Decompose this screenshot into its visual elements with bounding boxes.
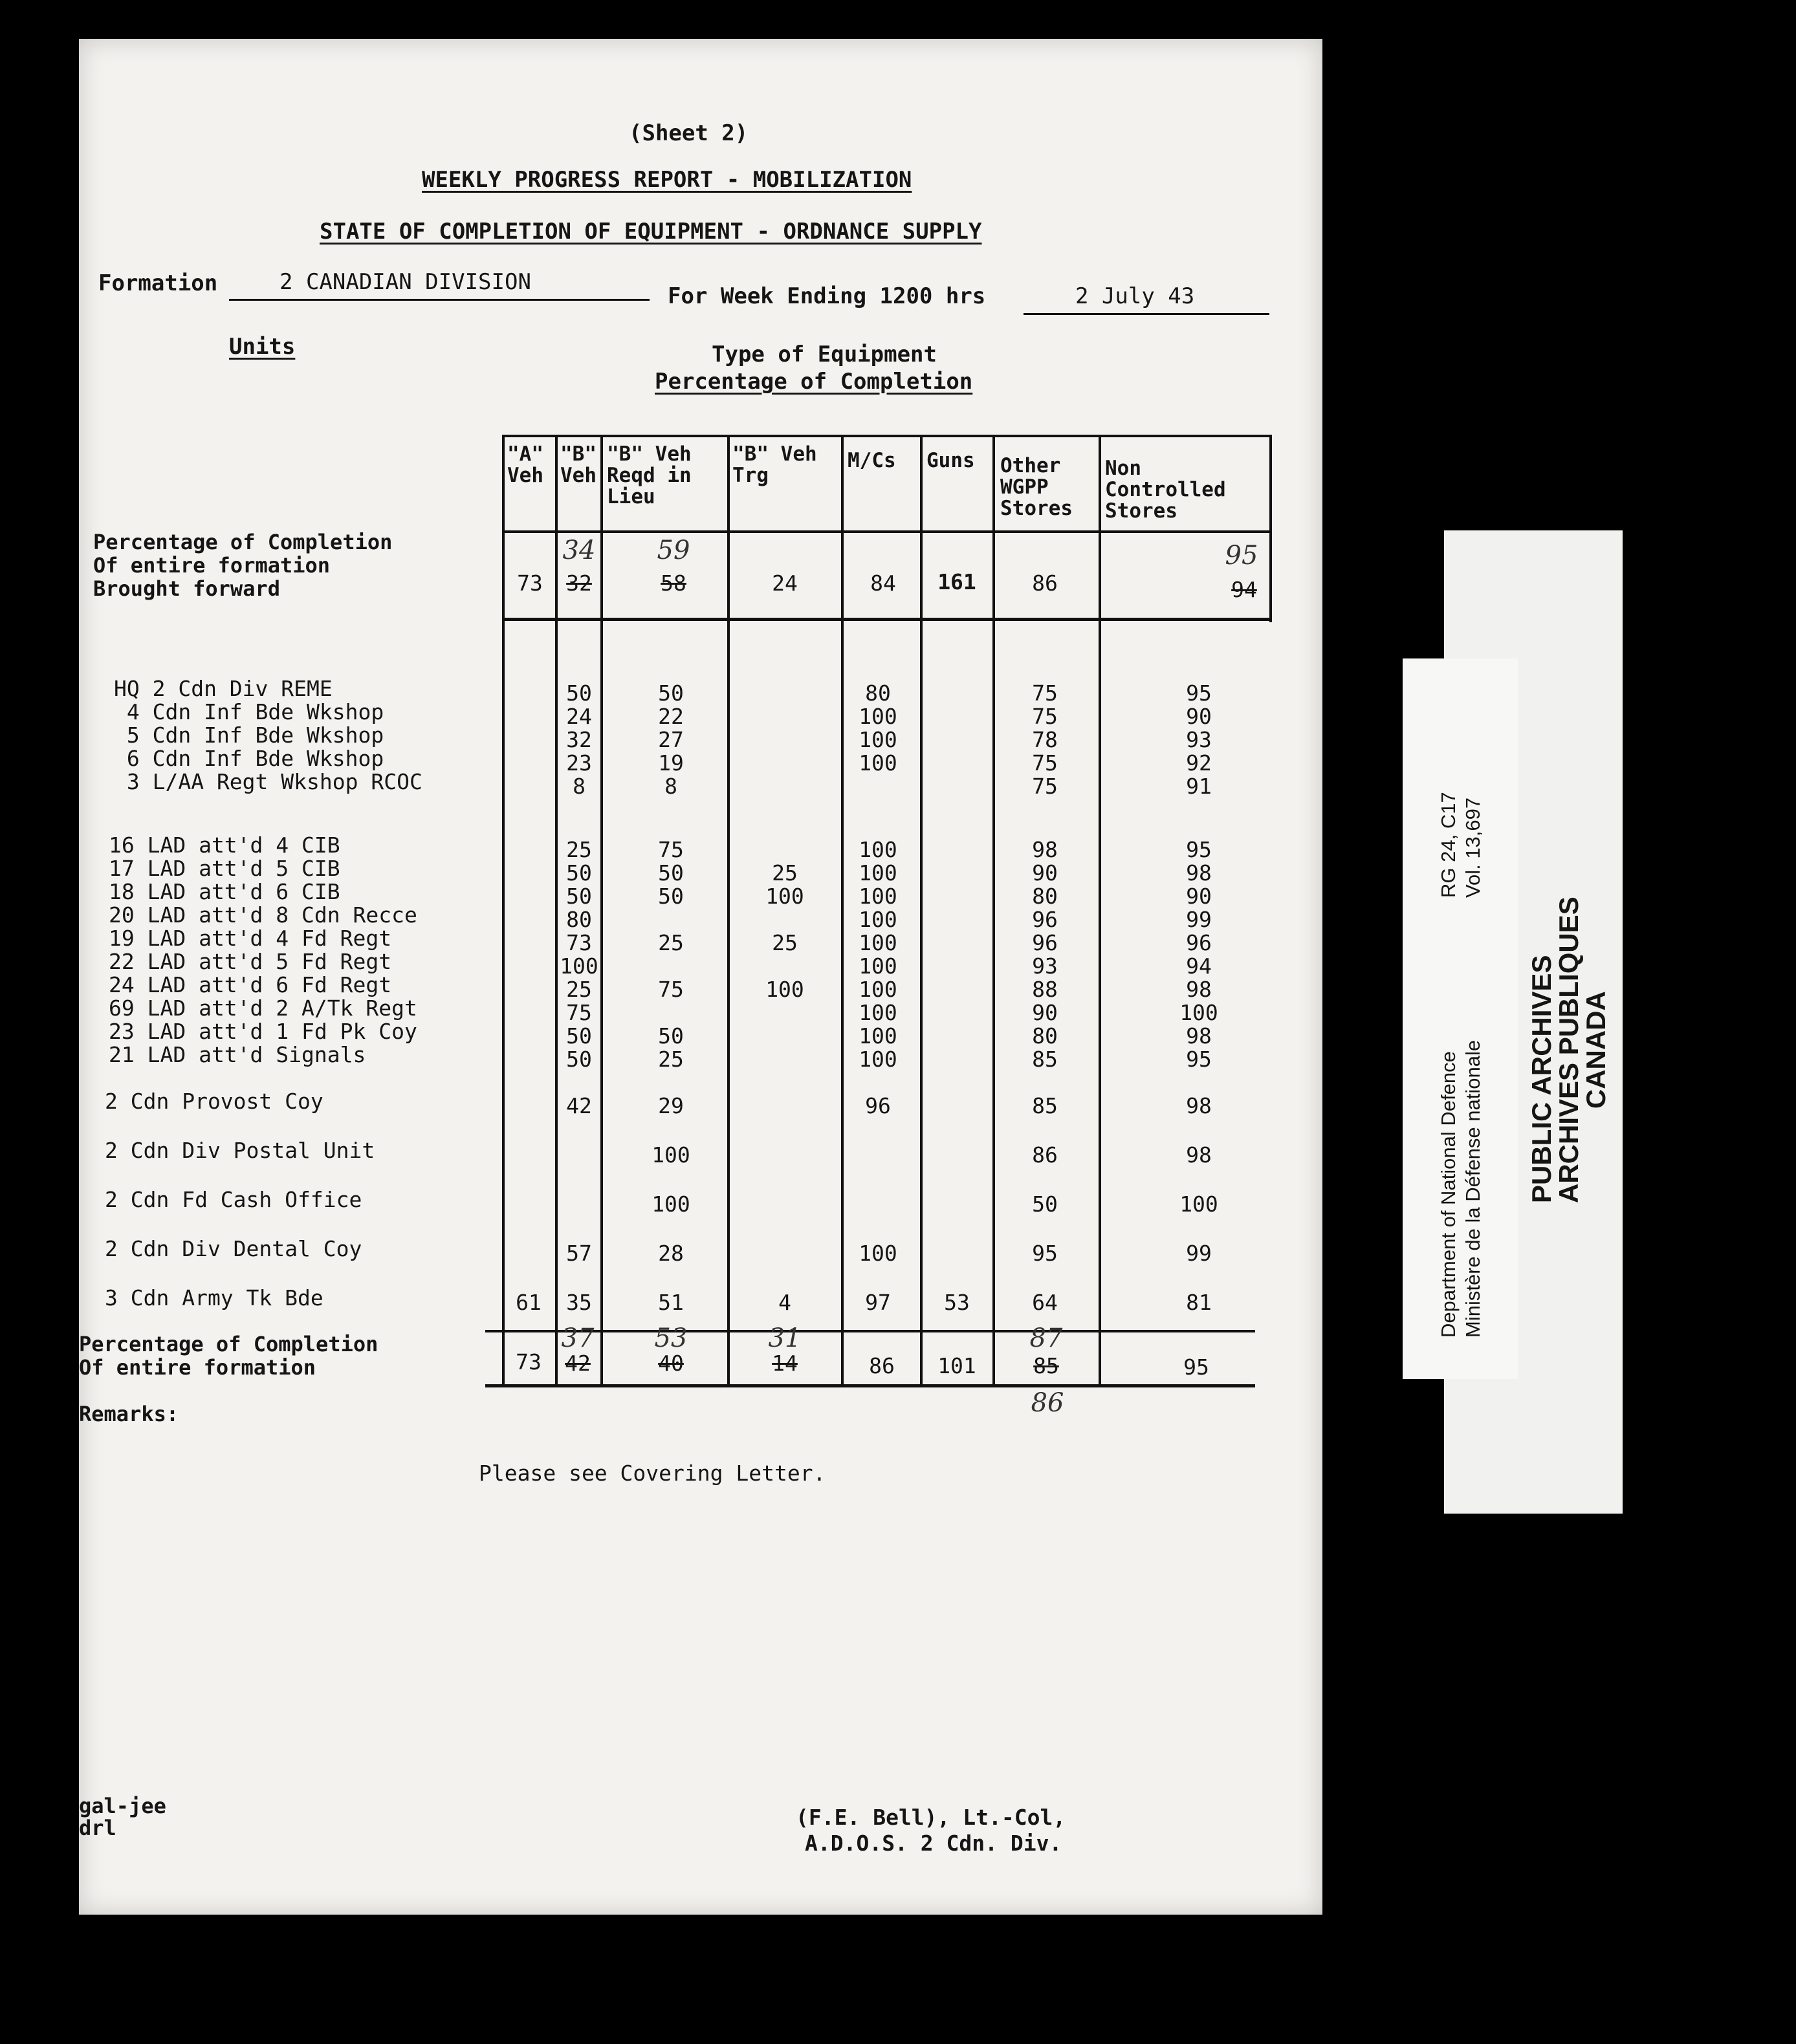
- unit-name: 20 LAD att'd 8 Cdn Recce: [109, 902, 417, 928]
- cell-nc: 99: [1186, 907, 1212, 932]
- unit-name: 69 LAD att'd 2 A/Tk Regt: [109, 995, 417, 1021]
- cell-wgpp: 50: [1032, 1191, 1058, 1217]
- cell-trg: 100: [765, 977, 804, 1002]
- cell-lieu: 75: [658, 977, 684, 1002]
- cell-b: 50: [566, 1023, 592, 1049]
- bf-lieu-struck: 58: [661, 571, 686, 596]
- header-bottom-rule: [502, 530, 1272, 533]
- cell-nc: 100: [1179, 1000, 1218, 1025]
- cell-b: 50: [566, 680, 592, 706]
- cell-mcs: 100: [859, 1241, 897, 1266]
- col-header-a-veh: "A" Veh: [507, 442, 543, 487]
- initials-line-1: gal-jee: [79, 1794, 166, 1818]
- archive-ref-vol: Vol. 13,697: [1462, 797, 1484, 898]
- cell-b: 100: [560, 953, 598, 979]
- bf-b-veh-struck: 32: [566, 571, 592, 596]
- cell-mcs: 97: [865, 1290, 891, 1315]
- unit-name: 5 Cdn Inf Bde Wkshop: [114, 723, 384, 748]
- cell-wgpp: 75: [1032, 750, 1058, 776]
- cell-nc: 95: [1186, 680, 1212, 706]
- unit-name: 2 Cdn Div Dental Coy: [105, 1236, 362, 1261]
- remarks-label: Remarks:: [79, 1402, 179, 1426]
- cell-nc: 98: [1186, 860, 1212, 886]
- col-header-guns: Guns: [926, 449, 975, 472]
- cell-b: 42: [566, 1093, 592, 1118]
- cell-nc: 93: [1186, 727, 1212, 752]
- brought-forward-rule: [502, 618, 1272, 621]
- total-lieu-struck: 40: [658, 1351, 684, 1376]
- cell-b: 23: [566, 750, 592, 776]
- cell-lieu: 8: [664, 774, 677, 799]
- total-trg-struck: 14: [772, 1351, 798, 1376]
- cell-b: 25: [566, 977, 592, 1002]
- cell-nc: 98: [1186, 1023, 1212, 1049]
- cell-b: 8: [573, 774, 586, 799]
- bf-noncontrolled-handwritten: 95: [1225, 541, 1258, 571]
- bf-a-veh: 73: [517, 571, 543, 596]
- cell-wgpp: 93: [1032, 953, 1058, 979]
- remarks-text: Please see Covering Letter.: [479, 1461, 826, 1486]
- brought-forward-label-2: Of entire formation: [93, 553, 331, 578]
- cell-wgpp: 96: [1032, 930, 1058, 955]
- report-title: WEEKLY PROGRESS REPORT - MOBILIZATION: [422, 167, 912, 193]
- col-header-wgpp: Other WGPP Stores: [1000, 454, 1073, 520]
- archive-ref-rg: RG 24, C17: [1437, 792, 1460, 898]
- total-trg-handwritten: 31: [768, 1323, 802, 1353]
- unit-name: 24 LAD att'd 6 Fd Regt: [109, 972, 392, 997]
- archive-line-2: ARCHIVES PUBLIQUES: [1553, 897, 1584, 1203]
- cell-nc: 96: [1186, 930, 1212, 955]
- unit-name: 3 L/AA Regt Wkshop RCOC: [114, 769, 422, 794]
- cell-wgpp: 78: [1032, 727, 1058, 752]
- table-top-rule: [502, 435, 1272, 437]
- cell-mcs: 100: [859, 1023, 897, 1049]
- cell-guns: 53: [944, 1290, 970, 1315]
- cell-trg: 100: [765, 884, 804, 909]
- cell-mcs: 100: [859, 907, 897, 932]
- archive-ref-dept-en: Department of National Defence: [1437, 1051, 1460, 1338]
- brought-forward-label-1: Percentage of Completion: [93, 530, 393, 554]
- unit-name: 2 Cdn Provost Coy: [105, 1089, 323, 1114]
- cell-wgpp: 90: [1032, 860, 1058, 886]
- cell-lieu: 50: [658, 680, 684, 706]
- brought-forward-label-3: Brought forward: [93, 576, 280, 601]
- cell-b: 80: [566, 907, 592, 932]
- cell-mcs: 100: [859, 953, 897, 979]
- signature-line-1: (F.E. Bell), Lt.-Col,: [796, 1805, 1066, 1830]
- col-rule-6: [992, 435, 995, 1386]
- total-wgpp-handwritten-top: 87: [1029, 1323, 1063, 1353]
- col-header-b-veh-trg: "B" Veh Trg: [732, 442, 817, 487]
- cell-b: 50: [566, 884, 592, 909]
- cell-mcs: 100: [859, 750, 897, 776]
- cell-mcs: 100: [859, 1000, 897, 1025]
- cell-mcs: 100: [859, 884, 897, 909]
- week-label: For Week Ending 1200 hrs: [668, 283, 986, 309]
- bf-b-veh-handwritten: 34: [562, 536, 596, 565]
- cell-lieu: 28: [658, 1241, 684, 1266]
- col-rule-4: [841, 435, 844, 1386]
- formation-value: 2 CANADIAN DIVISION: [279, 269, 531, 295]
- cell-nc: 90: [1186, 884, 1212, 909]
- cell-wgpp: 64: [1032, 1290, 1058, 1315]
- sheet-number: (Sheet 2): [629, 120, 749, 146]
- cell-nc: 81: [1186, 1290, 1212, 1315]
- unit-name: 16 LAD att'd 4 CIB: [109, 832, 340, 858]
- total-b-veh-handwritten: 37: [561, 1323, 595, 1353]
- col-header-noncontrolled: Non Controlled Stores: [1105, 457, 1226, 523]
- cell-lieu: 25: [658, 930, 684, 955]
- cell-mcs: 100: [859, 1047, 897, 1072]
- archive-ref-dept-fr: Ministère de la Défense nationale: [1462, 1039, 1484, 1338]
- cell-wgpp: 85: [1032, 1047, 1058, 1072]
- cell-b: 24: [566, 704, 592, 729]
- cell-nc: 95: [1186, 1047, 1212, 1072]
- unit-name: 19 LAD att'd 4 Fd Regt: [109, 926, 392, 951]
- cell-nc: 100: [1179, 1191, 1218, 1217]
- cell-lieu: 100: [652, 1191, 690, 1217]
- cell-lieu: 29: [658, 1093, 684, 1118]
- cell-nc: 90: [1186, 704, 1212, 729]
- cell-b: 73: [566, 930, 592, 955]
- cell-lieu: 100: [652, 1142, 690, 1168]
- cell-nc: 91: [1186, 774, 1212, 799]
- unit-name: 17 LAD att'd 5 CIB: [109, 856, 340, 881]
- unit-name: 2 Cdn Div Postal Unit: [105, 1138, 375, 1163]
- cell-wgpp: 85: [1032, 1093, 1058, 1118]
- cell-mcs: 100: [859, 837, 897, 862]
- bf-noncontrolled-struck: 94: [1231, 577, 1257, 602]
- total-wgpp-struck: 85: [1033, 1353, 1059, 1378]
- cell-mcs: 100: [859, 860, 897, 886]
- unit-name: 4 Cdn Inf Bde Wkshop: [114, 699, 384, 724]
- cell-lieu: 51: [658, 1290, 684, 1315]
- cell-b: 57: [566, 1241, 592, 1266]
- cell-b: 50: [566, 860, 592, 886]
- cell-wgpp: 98: [1032, 837, 1058, 862]
- cell-mcs: 80: [865, 680, 891, 706]
- unit-name: 21 LAD att'd Signals: [109, 1042, 366, 1067]
- cell-nc: 94: [1186, 953, 1212, 979]
- cell-wgpp: 75: [1032, 704, 1058, 729]
- bf-guns: 161: [937, 569, 976, 594]
- total-lieu-handwritten: 53: [654, 1323, 688, 1353]
- total-a-veh: 73: [516, 1349, 542, 1375]
- unit-name: 22 LAD att'd 5 Fd Regt: [109, 949, 392, 974]
- col-header-b-veh-lieu: "B" Veh Reqd in Lieu: [607, 442, 692, 508]
- cell-mcs: 100: [859, 977, 897, 1002]
- cell-nc: 98: [1186, 1142, 1212, 1168]
- cell-b: 75: [566, 1000, 592, 1025]
- cell-wgpp: 80: [1032, 884, 1058, 909]
- total-guns: 101: [937, 1353, 976, 1378]
- cell-nc: 98: [1186, 977, 1212, 1002]
- cell-b: 32: [566, 727, 592, 752]
- cell-wgpp: 95: [1032, 1241, 1058, 1266]
- signature-line-2: A.D.O.S. 2 Cdn. Div.: [805, 1831, 1062, 1856]
- cell-nc: 95: [1186, 837, 1212, 862]
- col-header-b-veh: "B" Veh: [560, 442, 597, 487]
- cell-wgpp: 96: [1032, 907, 1058, 932]
- percentage-heading: Percentage of Completion: [655, 369, 973, 395]
- formation-underline: [229, 299, 650, 301]
- cell-nc: 92: [1186, 750, 1212, 776]
- bf-trg: 24: [772, 571, 798, 596]
- cell-a: 61: [516, 1290, 542, 1315]
- col-header-mcs: M/Cs: [848, 449, 896, 472]
- type-heading: Type of Equipment: [712, 342, 937, 367]
- cell-b: 50: [566, 1047, 592, 1072]
- cell-lieu: 50: [658, 1023, 684, 1049]
- unit-name: 23 LAD att'd 1 Fd Pk Coy: [109, 1019, 417, 1044]
- document-page: [79, 39, 1322, 1915]
- cell-mcs: 100: [859, 704, 897, 729]
- bf-mcs: 84: [870, 571, 896, 596]
- cell-trg: 25: [772, 860, 798, 886]
- unit-name: HQ 2 Cdn Div REME: [114, 676, 333, 701]
- col-rule-5: [920, 435, 923, 1386]
- cell-b: 25: [566, 837, 592, 862]
- cell-mcs: 100: [859, 727, 897, 752]
- cell-lieu: 75: [658, 837, 684, 862]
- cell-mcs: 96: [865, 1093, 891, 1118]
- cell-wgpp: 75: [1032, 680, 1058, 706]
- cell-trg: 25: [772, 930, 798, 955]
- cell-wgpp: 90: [1032, 1000, 1058, 1025]
- total-noncontrolled: 95: [1183, 1354, 1209, 1380]
- cell-trg: 4: [778, 1290, 791, 1315]
- total-label-1: Percentage of Completion: [79, 1332, 378, 1356]
- archive-reference-label: [1403, 658, 1518, 1379]
- cell-lieu: 25: [658, 1047, 684, 1072]
- cell-mcs: 100: [859, 930, 897, 955]
- week-value: 2 July 43: [1075, 283, 1195, 309]
- total-wgpp-handwritten-bottom: 86: [1031, 1388, 1064, 1418]
- bf-lieu-handwritten: 59: [657, 536, 690, 565]
- unit-name: 18 LAD att'd 6 CIB: [109, 879, 340, 904]
- cell-lieu: 50: [658, 860, 684, 886]
- total-label-2: Of entire formation: [79, 1355, 316, 1380]
- col-rule-3: [727, 435, 730, 1386]
- cell-nc: 98: [1186, 1093, 1212, 1118]
- cell-wgpp: 75: [1032, 774, 1058, 799]
- cell-wgpp: 80: [1032, 1023, 1058, 1049]
- cell-wgpp: 86: [1032, 1142, 1058, 1168]
- initials-line-2: drl: [79, 1816, 116, 1840]
- archive-line-1: PUBLIC ARCHIVES: [1526, 955, 1557, 1203]
- cell-lieu: 22: [658, 704, 684, 729]
- cell-wgpp: 88: [1032, 977, 1058, 1002]
- cell-lieu: 27: [658, 727, 684, 752]
- week-underline: [1024, 313, 1269, 315]
- cell-b: 35: [566, 1290, 592, 1315]
- bf-wgpp: 86: [1032, 571, 1058, 596]
- total-b-veh-struck: 42: [565, 1351, 591, 1376]
- total-mcs: 86: [869, 1353, 895, 1378]
- report-subtitle: STATE OF COMPLETION OF EQUIPMENT - ORDNANCE SUPPLY: [320, 219, 982, 245]
- unit-name: 6 Cdn Inf Bde Wkshop: [114, 746, 384, 771]
- unit-name: 3 Cdn Army Tk Bde: [105, 1285, 323, 1310]
- cell-lieu: 19: [658, 750, 684, 776]
- formation-label: Formation: [98, 270, 218, 296]
- archive-line-3: CANADA: [1581, 991, 1611, 1109]
- unit-name: 2 Cdn Fd Cash Office: [105, 1187, 362, 1212]
- cell-nc: 99: [1186, 1241, 1212, 1266]
- units-heading: Units: [229, 334, 296, 360]
- cell-lieu: 50: [658, 884, 684, 909]
- col-rule-7: [1099, 435, 1101, 1386]
